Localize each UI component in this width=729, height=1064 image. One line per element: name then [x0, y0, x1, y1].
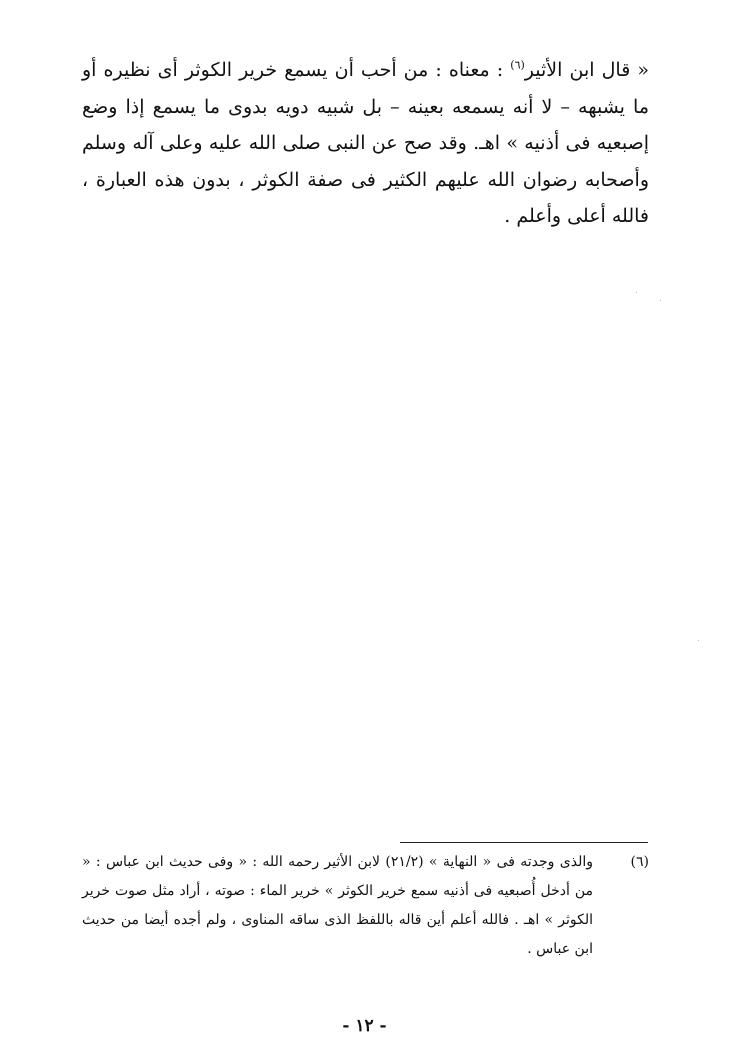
- main-paragraph-text: [82, 52, 649, 235]
- page-number: - ١٢ -: [342, 1016, 387, 1036]
- footnote-divider: [400, 842, 648, 843]
- footnote-marker: (٦): [630, 854, 649, 870]
- scan-speck: [660, 300, 661, 301]
- footnote: [82, 848, 649, 964]
- scan-speck: [698, 640, 699, 641]
- main-text-before-ref: « قال ابن الأثير: [524, 59, 649, 81]
- main-paragraph: [82, 52, 649, 235]
- footnote-text: والذى وجدته فى « النهاية » (٢١/٢) لابن الأثير رحمه الله : « وفى حديث ابن عباس : « من أدخل أُصبعيه فى أذنيه سمع خرير الكوثر » خرير الماء : صوته ، أراد مثل صوت خرير الكوثر » اهـ . فالله أعلم أين قاله باللفظ الذى ساقه المناوى ، ولم أجده أيضا من حديث ابن عباس .: [82, 854, 593, 957]
- main-text-after-ref: : معناه : من أحب أن يسمع خرير الكوثر أى نظيره أو ما يشبهه – لا أنه يسمعه بعينه – بل شبيه دويه بدوى ما يسمع إذا وضع إصبعيه فى أذنيه » اهـ. وقد صح عن النبى صلى الله عليه وعلى آله وسلم وأصحابه رضوان الله عليهم الكثير فى صفة الكوثر ، بدون هذه العبارة ، فالله أعلى وأعلم .: [82, 59, 649, 227]
- footnote-reference: (٦): [510, 58, 525, 72]
- scan-speck: [636, 292, 637, 293]
